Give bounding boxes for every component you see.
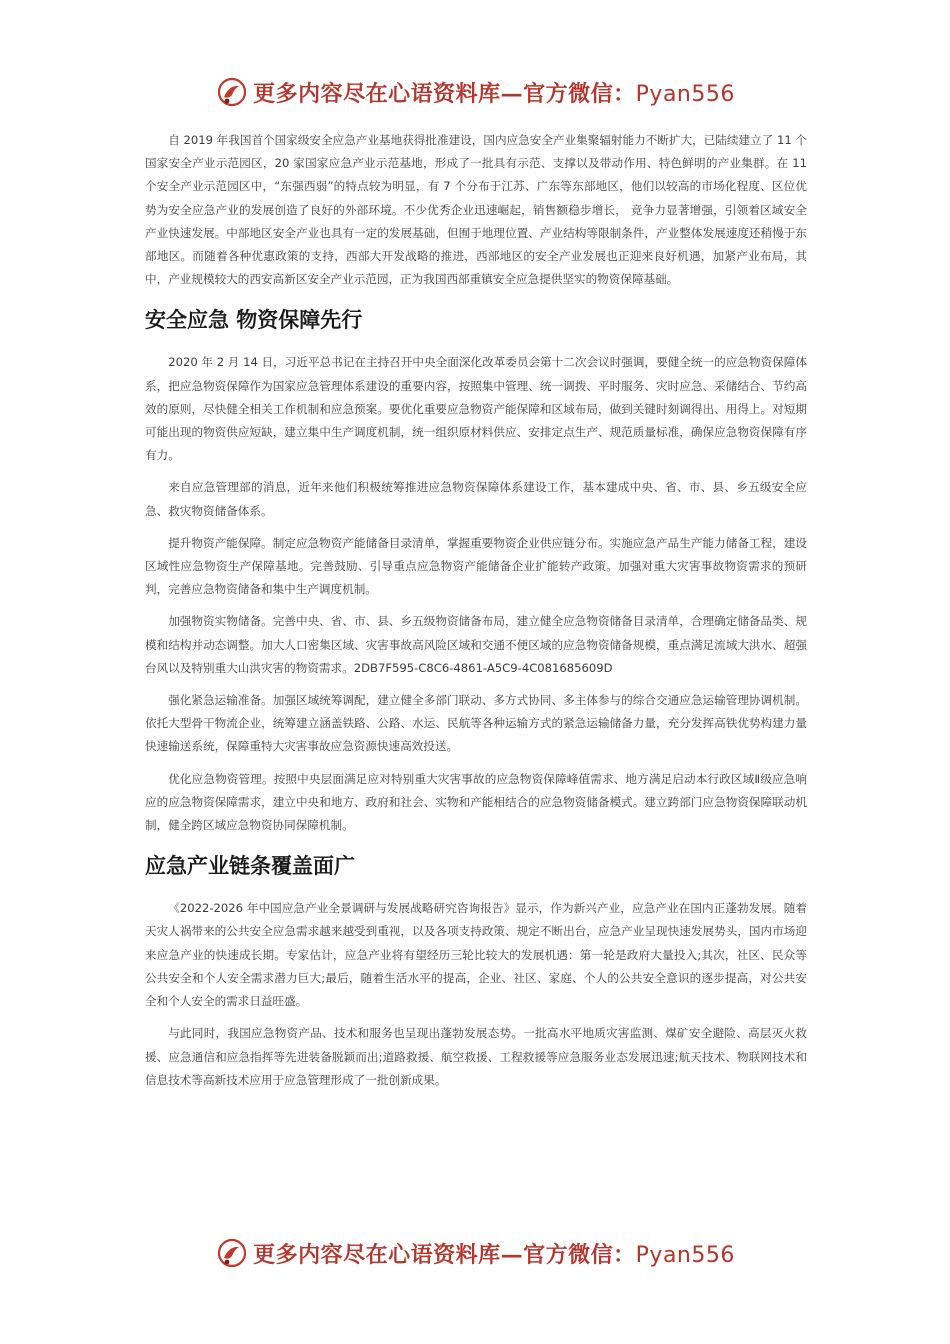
paragraph: 强化紧急运输准备。加强区域统筹调配，建立健全多部门联动、多方式协同、多主体参与的综合交通应急运输管理协调机制。依托大型骨干物流企业，统筹建立涵盖铁路、公路、水运、民航等各种运输方式的紧急运输储备力量，充分发挥高铁优势构建力量快速输送系统，保障重特大灾害事故应急资源快速高效投送。 <box>145 693 807 754</box>
article-body <box>145 129 807 1101</box>
header-banner <box>0 72 950 112</box>
banner-title: 更多内容尽在心语资料库—官方微信：Pyan556 <box>253 80 735 107</box>
paragraph: 自 2019 年我国首个国家级安全应急产业基地获得批准建设，国内应急安全产业集聚辐射能力不断扩大，已陆续建立了 11 个国家安全产业示范园区，20 家国家应急产业示范基地，形成了一批具有示范、支撑以及带动作用、特色鲜明的产业集群。在 11 个安全产业示范园区中，“东强西弱”的特点较为明显，有 7 个分布于江苏、广东等东部地区，他们以较高的市场化程度、区位优势为安全应急产业的发展创造了良好的外部环境。不少优秀企业迅速崛起，销售额稳步增长， 竞争力显著增强，引领着区域安全产业快速发展。中部地区安全产业也具有一定的发展基础，但囿于地理位置、产业结构等限制条件，产业整体发展速度还稍慢于东部地区。而随着各种优惠政策的支持，西部大开发战略的推进，西部地区的安全产业发展也正迎来良好机遇，加紧产业布局，其中，产业规模较大的西安高新区安全产业示范园，正为我国西部重镇安全应急提供坚实的物资保障基础。 <box>145 133 807 287</box>
paragraph: 加强物资实物储备。完善中央、省、市、县、乡五级物资储备布局，建立健全应急物资储备目录清单，合理确定储备品类、规模和结构并动态调整。加大人口密集区域、灾害事故高风险区域和交通不便区域的应急物资储备规模，重点满足流域大洪水、超强台风以及特别重大山洪灾害的物资需求。2DB7F595-C8C6-4861-A5C9-4C081685609D <box>145 614 807 675</box>
paragraph: 来自应急管理部的消息，近年来他们积极统筹推进应急物资保障体系建设工作，基本建成中央、省、市、县、乡五级安全应急、救灾物资储备体系。 <box>145 480 807 518</box>
paragraph: 《2022-2026 年中国应急产业全景调研与发展战略研究咨询报告》显示，作为新兴产业，应急产业在国内正蓬勃发展。随着天灾人祸带来的公共安全应急需求越来越受到重视，以及各项支持政策、规定不断出台，应急产业呈现快速发展势头，国内市场迎来应急产业的快速成长期。专家估计，应急产业将有望经历三轮比较大的发展机遇：第一轮是政府大量投入;其次，社区、民众等公共安全和个人安全需求潜力巨大;最后，随着生活水平的提高，企业、社区、家庭、个人的公共安全意识的逐步提高，对公共安全和个人安全的需求日益旺盛。 <box>145 901 807 1009</box>
paragraph: 与此同时，我国应急物资产品、技术和服务也呈现出蓬勃发展态势。一批高水平地质灾害监测、煤矿安全避险、高层灭火救援、应急通信和应急指挥等先进装备脱颖而出;道路救援、航空救援、工程救援等应急服务业态发展迅速;航天技术、物联网技术和信息技术等高新技术应用于应急管理形成了一批创新成果。 <box>145 1026 807 1087</box>
section-heading: 安全应急 物资保障先行 <box>145 308 363 333</box>
wechat-handle: Pyan556 <box>635 81 735 107</box>
section-heading: 应急产业链条覆盖面广 <box>145 854 355 879</box>
paragraph: 优化应急物资管理。按照中央层面满足应对特别重大灾害事故的应急物资保障峰值需求、地方满足启动本行政区域Ⅱ级应急响应的应急物资保障需求，建立中央和地方、政府和社会、实物和产能相结合的应急物资储备模式。建立跨部门应急物资保障联动机制，健全跨区域应急物资协同保障机制。 <box>145 771 807 833</box>
brand-logo-icon <box>215 1236 249 1270</box>
wechat-handle: Pyan556 <box>635 1242 735 1268</box>
brand-logo-icon <box>215 75 249 109</box>
footer-banner <box>0 1233 950 1273</box>
banner-title: 更多内容尽在心语资料库—官方微信：Pyan556 <box>253 1241 735 1268</box>
paragraph: 2020 年 2 月 14 日，习近平总书记在主持召开中央全面深化改革委员会第十二次会议时强调，要健全统一的应急物资保障体系，把应急物资保障作为国家应急管理体系建设的重要内容，按照集中管理、统一调拨、平时服务、灾时应急、采储结合、节约高效的原则，尽快健全相关工作机制和应急预案。要优化重要应急物资产能保障和区域布局，做到关键时刻调得出、用得上。对短期可能出现的物资供应短缺，建立集中生产调度机制，统一组织原材料供应、安排定点生产、规范质量标准，确保应急物资保障有序有力。 <box>145 355 807 463</box>
paragraph: 提升物资产能保障。制定应急物资产能储备目录清单，掌握重要物资企业供应链分布。实施应急产品生产能力储备工程，建设区域性应急物资生产保障基地。完善鼓励、引导重点应急物资产能储备企业扩能转产政策。加强对重大灾害事故物资需求的预研判，完善应急物资储备和集中生产调度机制。 <box>145 535 807 597</box>
